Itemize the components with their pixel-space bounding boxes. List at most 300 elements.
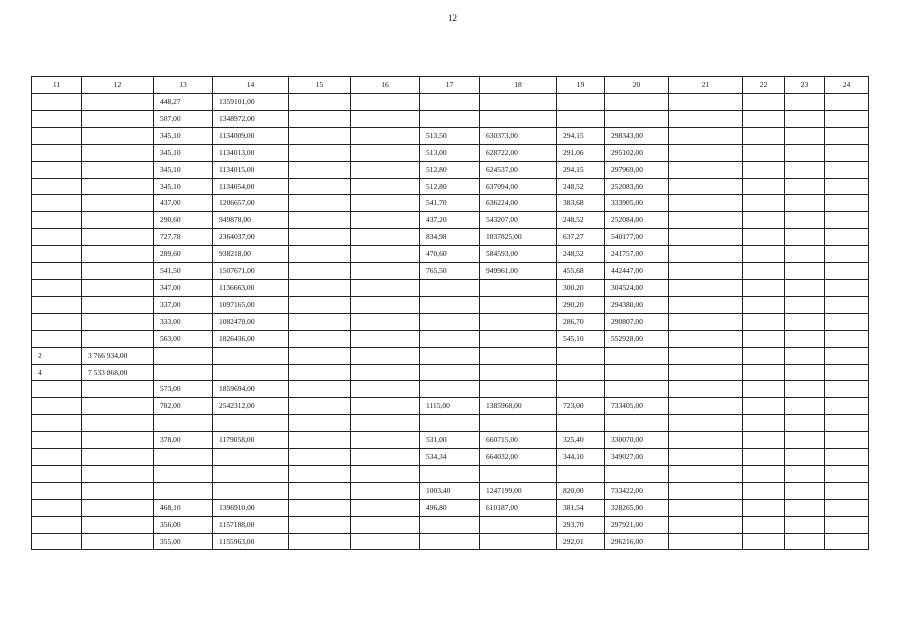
table-cell bbox=[825, 296, 869, 313]
table-cell: 448,27 bbox=[154, 94, 213, 111]
table-row bbox=[32, 195, 869, 212]
table-row bbox=[32, 229, 869, 246]
table-cell: 3 766 934,00 bbox=[82, 347, 154, 364]
table-cell bbox=[289, 465, 351, 482]
table-cell: 628722,00 bbox=[480, 144, 557, 161]
table-cell bbox=[825, 94, 869, 111]
table-cell: 345,10 bbox=[154, 178, 213, 195]
table-cell bbox=[480, 110, 557, 127]
table-cell bbox=[605, 347, 669, 364]
table-cell bbox=[351, 364, 420, 381]
table-cell bbox=[289, 432, 351, 449]
table-cell: 328265,00 bbox=[605, 499, 669, 516]
table-cell: 584593,00 bbox=[480, 246, 557, 263]
page-number: 12 bbox=[448, 13, 457, 23]
table-cell: 345,10 bbox=[154, 127, 213, 144]
table-cell bbox=[785, 313, 825, 330]
table-cell bbox=[669, 432, 743, 449]
table-cell bbox=[825, 144, 869, 161]
column-header: 20 bbox=[605, 77, 669, 94]
table-cell bbox=[743, 313, 785, 330]
table-cell: 345,10 bbox=[154, 161, 213, 178]
table-cell bbox=[82, 296, 154, 313]
table-cell: 727,78 bbox=[154, 229, 213, 246]
table-cell bbox=[785, 94, 825, 111]
table-cell bbox=[480, 415, 557, 432]
table-cell bbox=[480, 279, 557, 296]
table-cell bbox=[669, 313, 743, 330]
table-cell bbox=[669, 127, 743, 144]
table-cell: 344,10 bbox=[557, 449, 605, 466]
table-cell bbox=[82, 398, 154, 415]
table-cell: 345,10 bbox=[154, 144, 213, 161]
table-cell: 294380,00 bbox=[605, 296, 669, 313]
table-cell bbox=[785, 465, 825, 482]
table-cell bbox=[32, 398, 82, 415]
table-cell: 290,20 bbox=[557, 296, 605, 313]
table-cell bbox=[351, 161, 420, 178]
table-cell: 248,52 bbox=[557, 212, 605, 229]
table-cell bbox=[669, 533, 743, 550]
table-cell bbox=[32, 246, 82, 263]
table-cell bbox=[82, 94, 154, 111]
table-cell bbox=[82, 212, 154, 229]
table-cell bbox=[32, 330, 82, 347]
table-cell bbox=[32, 110, 82, 127]
table-cell: 563,00 bbox=[154, 330, 213, 347]
table-cell: 325,40 bbox=[557, 432, 605, 449]
table-cell bbox=[785, 533, 825, 550]
table-cell bbox=[351, 482, 420, 499]
table-cell: 1348972,00 bbox=[213, 110, 289, 127]
table-cell bbox=[289, 516, 351, 533]
table-cell bbox=[480, 94, 557, 111]
table-cell bbox=[743, 533, 785, 550]
table-cell bbox=[420, 296, 480, 313]
table-cell: 2364037,00 bbox=[213, 229, 289, 246]
table-cell: 660715,00 bbox=[480, 432, 557, 449]
table-cell bbox=[605, 110, 669, 127]
table-cell: 356,00 bbox=[154, 516, 213, 533]
column-header: 22 bbox=[743, 77, 785, 94]
table-cell bbox=[480, 330, 557, 347]
table-cell bbox=[480, 381, 557, 398]
column-header: 24 bbox=[825, 77, 869, 94]
table-cell bbox=[154, 482, 213, 499]
table-cell bbox=[289, 313, 351, 330]
table-cell bbox=[743, 398, 785, 415]
table-cell bbox=[289, 110, 351, 127]
table-cell bbox=[825, 398, 869, 415]
table-cell bbox=[154, 465, 213, 482]
table-cell bbox=[743, 110, 785, 127]
table-cell bbox=[669, 398, 743, 415]
table-cell: 765,50 bbox=[420, 263, 480, 280]
table-cell bbox=[669, 381, 743, 398]
table-cell: 378,00 bbox=[154, 432, 213, 449]
table-cell bbox=[289, 415, 351, 432]
table-cell bbox=[351, 144, 420, 161]
table-cell: 294,15 bbox=[557, 127, 605, 144]
table-cell bbox=[605, 364, 669, 381]
table-cell bbox=[420, 516, 480, 533]
table-cell: 248,52 bbox=[557, 178, 605, 195]
table-cell bbox=[785, 229, 825, 246]
table-cell bbox=[213, 347, 289, 364]
table-cell bbox=[420, 279, 480, 296]
table-cell bbox=[32, 432, 82, 449]
table-cell: 540177,00 bbox=[605, 229, 669, 246]
table-cell: 534,34 bbox=[420, 449, 480, 466]
table-cell bbox=[785, 330, 825, 347]
table-cell: 349027,00 bbox=[605, 449, 669, 466]
table-cell bbox=[82, 229, 154, 246]
table-cell bbox=[743, 178, 785, 195]
column-header-row bbox=[32, 77, 869, 94]
table-cell bbox=[82, 279, 154, 296]
table-cell bbox=[669, 161, 743, 178]
table-cell bbox=[785, 144, 825, 161]
table-cell: 636224,00 bbox=[480, 195, 557, 212]
table-cell bbox=[32, 415, 82, 432]
table-cell bbox=[82, 465, 154, 482]
table-row bbox=[32, 516, 869, 533]
table-cell bbox=[557, 110, 605, 127]
table-row bbox=[32, 178, 869, 195]
table-cell bbox=[785, 246, 825, 263]
table-cell: 333905,00 bbox=[605, 195, 669, 212]
table-cell bbox=[669, 482, 743, 499]
table-cell bbox=[743, 212, 785, 229]
table-cell bbox=[669, 229, 743, 246]
table-cell bbox=[82, 178, 154, 195]
table-cell bbox=[351, 246, 420, 263]
table-cell: 1097165,00 bbox=[213, 296, 289, 313]
table-cell bbox=[480, 347, 557, 364]
table-cell: 1082470,00 bbox=[213, 313, 289, 330]
table-row bbox=[32, 347, 869, 364]
table-cell bbox=[351, 263, 420, 280]
table-cell: 624537,00 bbox=[480, 161, 557, 178]
table-cell bbox=[785, 516, 825, 533]
table-cell bbox=[32, 195, 82, 212]
table-cell bbox=[825, 212, 869, 229]
table-cell bbox=[557, 347, 605, 364]
table-cell bbox=[557, 465, 605, 482]
table-cell: 664032,00 bbox=[480, 449, 557, 466]
table-cell bbox=[743, 161, 785, 178]
table-cell bbox=[351, 127, 420, 144]
table-cell bbox=[669, 279, 743, 296]
table-cell bbox=[351, 229, 420, 246]
table-cell bbox=[351, 465, 420, 482]
table-cell bbox=[743, 330, 785, 347]
table-cell bbox=[825, 499, 869, 516]
table-cell: 297921,00 bbox=[605, 516, 669, 533]
table-cell bbox=[213, 465, 289, 482]
table-cell bbox=[825, 432, 869, 449]
table-cell bbox=[289, 94, 351, 111]
table-row bbox=[32, 313, 869, 330]
table-cell bbox=[351, 212, 420, 229]
table-cell bbox=[289, 263, 351, 280]
table-cell bbox=[32, 127, 82, 144]
table-cell: 1037825,00 bbox=[480, 229, 557, 246]
column-header: 16 bbox=[351, 77, 420, 94]
table-cell: 295102,00 bbox=[605, 144, 669, 161]
table-row bbox=[32, 161, 869, 178]
table-cell bbox=[743, 195, 785, 212]
table-cell bbox=[825, 127, 869, 144]
table-cell bbox=[785, 127, 825, 144]
table-cell: 1206657,00 bbox=[213, 195, 289, 212]
table-cell bbox=[825, 516, 869, 533]
table-cell bbox=[32, 499, 82, 516]
table-row bbox=[32, 449, 869, 466]
table-cell bbox=[420, 347, 480, 364]
table-cell bbox=[825, 347, 869, 364]
table-cell: 637,27 bbox=[557, 229, 605, 246]
table-cell bbox=[82, 499, 154, 516]
table-cell bbox=[289, 499, 351, 516]
table-cell bbox=[825, 381, 869, 398]
table-cell bbox=[420, 330, 480, 347]
table-cell bbox=[351, 330, 420, 347]
column-header: 11 bbox=[32, 77, 82, 94]
table-cell: 1134015,00 bbox=[213, 161, 289, 178]
table-cell bbox=[743, 381, 785, 398]
table-cell bbox=[480, 313, 557, 330]
table-cell: 470,60 bbox=[420, 246, 480, 263]
table-cell bbox=[32, 296, 82, 313]
table-cell bbox=[82, 195, 154, 212]
table-cell: 290,60 bbox=[154, 212, 213, 229]
table-cell: 304524,00 bbox=[605, 279, 669, 296]
table-cell bbox=[669, 296, 743, 313]
table-cell bbox=[785, 212, 825, 229]
table-row bbox=[32, 263, 869, 280]
table-cell: 252083,00 bbox=[605, 178, 669, 195]
table-cell bbox=[669, 246, 743, 263]
table-cell bbox=[289, 296, 351, 313]
table-cell bbox=[669, 499, 743, 516]
table-row bbox=[32, 94, 869, 111]
table-cell: 723,00 bbox=[557, 398, 605, 415]
table-cell bbox=[480, 516, 557, 533]
table-cell: 733405,00 bbox=[605, 398, 669, 415]
column-header: 13 bbox=[154, 77, 213, 94]
table-cell bbox=[289, 279, 351, 296]
table-cell bbox=[743, 246, 785, 263]
table-cell: 300,20 bbox=[557, 279, 605, 296]
table-cell: 290807,00 bbox=[605, 313, 669, 330]
table-cell bbox=[82, 144, 154, 161]
table-cell bbox=[82, 533, 154, 550]
table-cell bbox=[605, 94, 669, 111]
table-cell bbox=[825, 482, 869, 499]
table-cell: 507,00 bbox=[154, 110, 213, 127]
table-cell bbox=[32, 161, 82, 178]
table-cell bbox=[351, 449, 420, 466]
table-cell bbox=[785, 381, 825, 398]
table-cell: 248,52 bbox=[557, 246, 605, 263]
table-cell: 468,10 bbox=[154, 499, 213, 516]
table-cell bbox=[32, 533, 82, 550]
table-cell: 610187,00 bbox=[480, 499, 557, 516]
table-cell: 512,80 bbox=[420, 178, 480, 195]
table-cell bbox=[32, 229, 82, 246]
table-cell bbox=[351, 94, 420, 111]
table-cell bbox=[420, 313, 480, 330]
table-cell bbox=[32, 144, 82, 161]
table-cell: 286,70 bbox=[557, 313, 605, 330]
table-cell bbox=[82, 313, 154, 330]
table-cell bbox=[825, 533, 869, 550]
table-cell bbox=[82, 330, 154, 347]
table-cell: 4 bbox=[32, 364, 82, 381]
table-cell bbox=[289, 144, 351, 161]
table-cell bbox=[82, 415, 154, 432]
table-cell bbox=[785, 178, 825, 195]
table-cell: 552928,00 bbox=[605, 330, 669, 347]
table-cell bbox=[743, 94, 785, 111]
table-cell bbox=[351, 499, 420, 516]
table-cell bbox=[605, 415, 669, 432]
table-cell: 455,68 bbox=[557, 263, 605, 280]
table-cell bbox=[420, 110, 480, 127]
table-cell bbox=[213, 482, 289, 499]
table-cell: 820,00 bbox=[557, 482, 605, 499]
table-cell bbox=[743, 364, 785, 381]
table-cell bbox=[32, 482, 82, 499]
table-cell bbox=[82, 161, 154, 178]
table-cell bbox=[480, 364, 557, 381]
table-cell bbox=[289, 482, 351, 499]
table-cell: 1134009,00 bbox=[213, 127, 289, 144]
table-cell: 541,50 bbox=[154, 263, 213, 280]
table-row bbox=[32, 144, 869, 161]
table-cell bbox=[32, 381, 82, 398]
table-cell: 2542312,00 bbox=[213, 398, 289, 415]
table-cell bbox=[825, 246, 869, 263]
table-cell bbox=[785, 296, 825, 313]
table-cell bbox=[32, 178, 82, 195]
table-cell: 1157188,00 bbox=[213, 516, 289, 533]
table-cell bbox=[213, 415, 289, 432]
table-cell bbox=[154, 415, 213, 432]
table-cell: 1115,00 bbox=[420, 398, 480, 415]
table-cell bbox=[289, 364, 351, 381]
table-cell bbox=[743, 279, 785, 296]
table-cell bbox=[32, 263, 82, 280]
table-cell bbox=[213, 364, 289, 381]
table-cell bbox=[743, 449, 785, 466]
table-cell bbox=[825, 330, 869, 347]
table-cell bbox=[480, 533, 557, 550]
table-cell: 1247199,00 bbox=[480, 482, 557, 499]
table-cell bbox=[351, 381, 420, 398]
table-row bbox=[32, 110, 869, 127]
table-cell: 1134013,00 bbox=[213, 144, 289, 161]
table-cell bbox=[785, 347, 825, 364]
table-cell bbox=[785, 398, 825, 415]
table-cell bbox=[289, 246, 351, 263]
table-cell bbox=[557, 415, 605, 432]
table-cell bbox=[743, 127, 785, 144]
table-cell bbox=[743, 482, 785, 499]
table-cell bbox=[669, 144, 743, 161]
table-cell: 1155963,00 bbox=[213, 533, 289, 550]
table-cell bbox=[743, 263, 785, 280]
table-cell bbox=[82, 381, 154, 398]
table-cell bbox=[289, 330, 351, 347]
table-cell bbox=[825, 229, 869, 246]
table-cell bbox=[351, 432, 420, 449]
table-cell: 573,00 bbox=[154, 381, 213, 398]
table-cell bbox=[82, 246, 154, 263]
table-cell bbox=[289, 398, 351, 415]
table-cell bbox=[785, 263, 825, 280]
table-body bbox=[32, 77, 869, 550]
table-cell: 291,06 bbox=[557, 144, 605, 161]
table-cell: 437,20 bbox=[420, 212, 480, 229]
table-cell bbox=[785, 432, 825, 449]
table-cell bbox=[32, 449, 82, 466]
table-cell: 381,54 bbox=[557, 499, 605, 516]
table-cell bbox=[743, 296, 785, 313]
table-cell bbox=[82, 263, 154, 280]
table-cell bbox=[669, 364, 743, 381]
table-cell: 938218,00 bbox=[213, 246, 289, 263]
table-cell: 630373,00 bbox=[480, 127, 557, 144]
table-cell bbox=[825, 449, 869, 466]
table-cell bbox=[420, 465, 480, 482]
column-header: 21 bbox=[669, 77, 743, 94]
table-cell bbox=[289, 449, 351, 466]
table-cell bbox=[213, 449, 289, 466]
table-cell: 297969,00 bbox=[605, 161, 669, 178]
table-cell: 1179058,00 bbox=[213, 432, 289, 449]
table-cell bbox=[785, 110, 825, 127]
table-cell bbox=[557, 381, 605, 398]
table-cell bbox=[825, 364, 869, 381]
table-row bbox=[32, 415, 869, 432]
table-cell bbox=[669, 94, 743, 111]
table-cell: 7 533 868,00 bbox=[82, 364, 154, 381]
table-cell: 1385968,00 bbox=[480, 398, 557, 415]
table-cell: 949878,00 bbox=[213, 212, 289, 229]
table-cell bbox=[825, 279, 869, 296]
table-cell bbox=[154, 449, 213, 466]
table-cell bbox=[82, 432, 154, 449]
column-header: 17 bbox=[420, 77, 480, 94]
table-cell: 355,00 bbox=[154, 533, 213, 550]
table-cell: 292,01 bbox=[557, 533, 605, 550]
table-cell bbox=[743, 465, 785, 482]
table-row bbox=[32, 279, 869, 296]
table-row bbox=[32, 432, 869, 449]
table-cell bbox=[785, 449, 825, 466]
table-cell bbox=[351, 296, 420, 313]
table-row bbox=[32, 127, 869, 144]
table-cell bbox=[289, 127, 351, 144]
data-table bbox=[31, 76, 869, 550]
table-cell: 337,00 bbox=[154, 296, 213, 313]
table-cell bbox=[32, 465, 82, 482]
table-cell bbox=[289, 381, 351, 398]
table-cell bbox=[289, 178, 351, 195]
table-cell bbox=[351, 178, 420, 195]
